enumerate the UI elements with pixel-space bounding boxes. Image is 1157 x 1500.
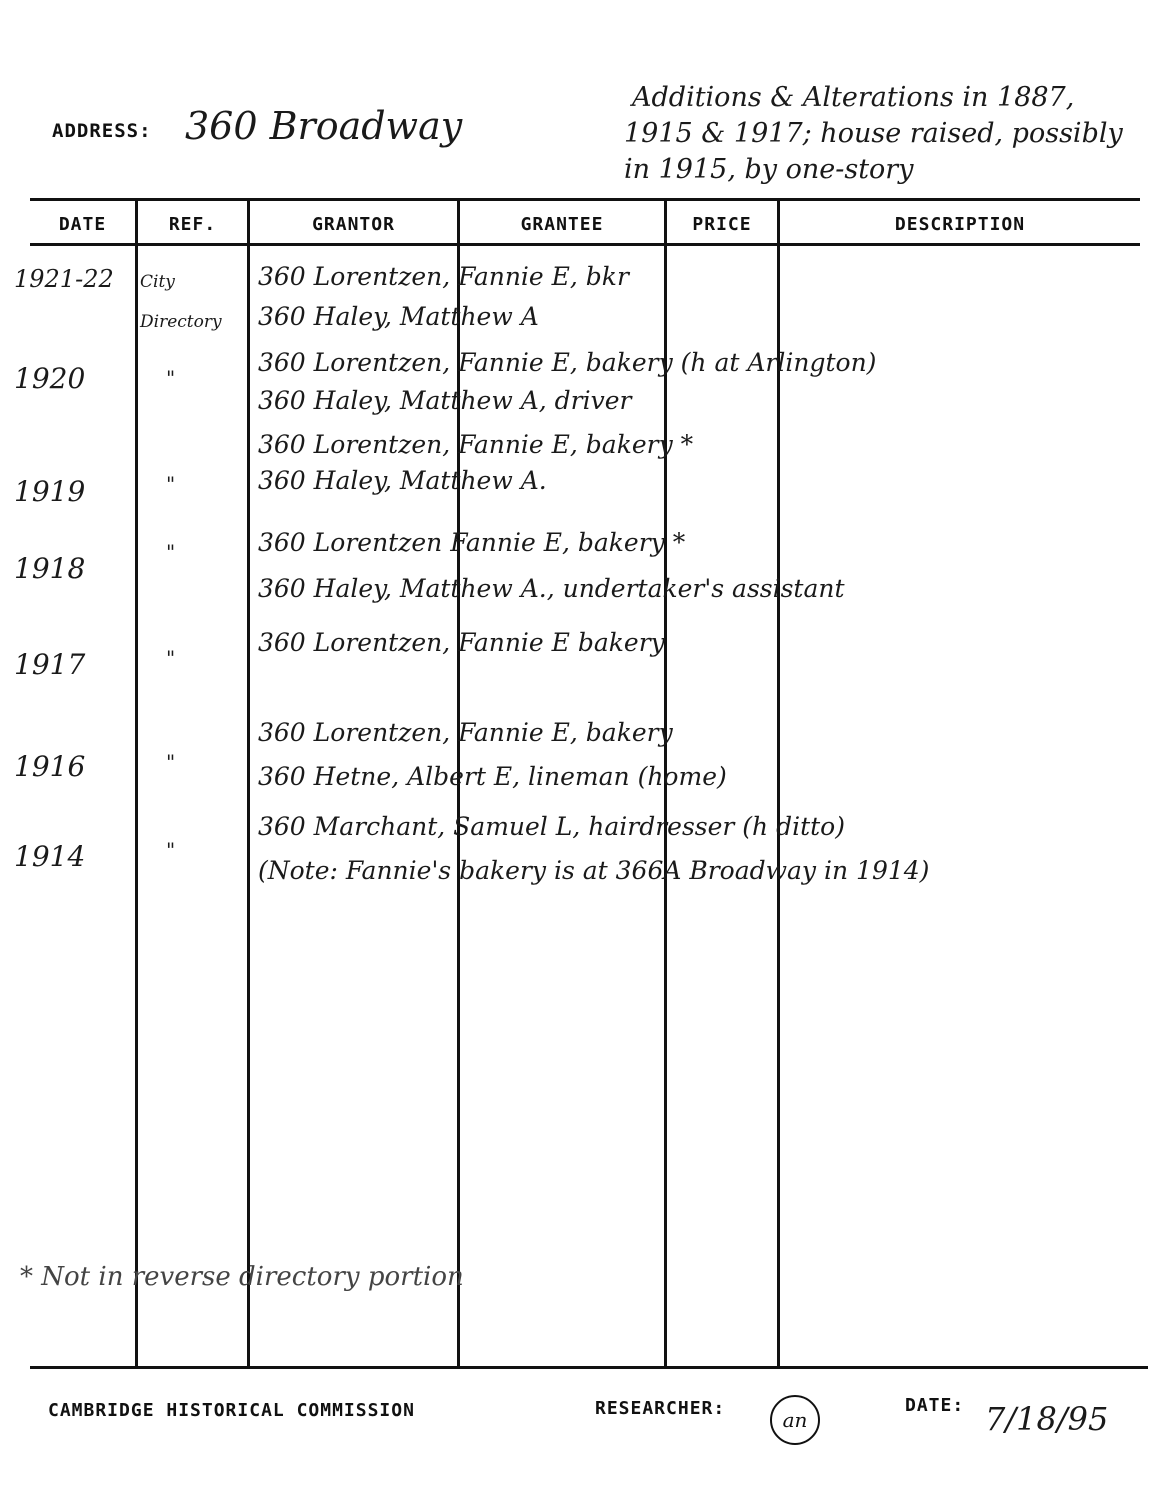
header-note-line-1: Additions & Alterations in 1887, [632, 82, 1075, 113]
entry-line: 360 Lorentzen, Fannie E, bkr [258, 262, 629, 291]
entry-ref: " [166, 540, 176, 564]
header-note-line-3: in 1915, by one-story [624, 154, 914, 185]
researcher-initials: an [770, 1395, 820, 1445]
column-divider-1 [135, 198, 138, 1366]
entry-date: 1914 [14, 840, 86, 873]
date-value: 7/18/95 [985, 1400, 1109, 1438]
entry-date: 1919 [14, 475, 86, 508]
entry-line: 360 Marchant, Samuel L, hairdresser (h ditto) [258, 812, 845, 841]
entry-line: 360 Lorentzen, Fannie E bakery [258, 628, 665, 657]
table-top-rule [30, 198, 1140, 201]
column-header-date: DATE [58, 213, 107, 235]
column-header-grantee: GRANTEE [520, 213, 604, 235]
entry-line: 360 Lorentzen, Fannie E, bakery (h at Arlington) [258, 348, 877, 377]
header-bottom-rule [30, 243, 1140, 246]
entry-ref: " [166, 750, 176, 774]
entry-line: 360 Lorentzen, Fannie E, bakery * [258, 430, 694, 459]
entry-date: 1921-22 [14, 265, 114, 293]
date-label: DATE: [905, 1395, 965, 1416]
entry-line: 360 Lorentzen Fannie E, bakery * [258, 528, 686, 557]
footnote: * Not in reverse directory portion [20, 1262, 464, 1292]
address-label: ADDRESS: [52, 120, 152, 142]
entry-date: 1916 [14, 750, 86, 783]
header-note-line-2: 1915 & 1917; house raised, possibly [624, 118, 1123, 149]
address-value: 360 Broadway [185, 104, 463, 148]
entry-date: 1918 [14, 552, 86, 585]
researcher-label: RESEARCHER: [595, 1398, 726, 1419]
commission-name: CAMBRIDGE HISTORICAL COMMISSION [48, 1400, 415, 1421]
column-header-ref: REF. [168, 213, 217, 235]
entry-line: 360 Haley, Matthew A. [258, 466, 547, 495]
entry-date: 1917 [14, 648, 86, 681]
entry-ref: " [166, 472, 176, 496]
column-header-grantor: GRANTOR [312, 213, 395, 235]
column-header-price: PRICE [692, 213, 752, 235]
entry-line: 360 Haley, Matthew A [258, 302, 539, 331]
entry-line: 360 Haley, Matthew A, driver [258, 386, 632, 415]
entry-line: 360 Haley, Matthew A., undertaker's assistant [258, 574, 845, 603]
entry-ref: City Directory [140, 272, 222, 332]
entry-line: 360 Hetne, Albert E, lineman (home) [258, 762, 727, 791]
table-bottom-rule [30, 1366, 1148, 1369]
entry-ref: " [166, 646, 176, 670]
entry-line: 360 Lorentzen, Fannie E, bakery [258, 718, 673, 747]
column-header-description: DESCRIPTION [894, 213, 1026, 235]
entry-date: 1920 [14, 362, 86, 395]
entry-line: (Note: Fannie's bakery is at 366A Broadway in 1914) [258, 856, 930, 885]
column-divider-2 [247, 198, 250, 1366]
entry-ref: " [166, 366, 176, 390]
entry-ref: " [166, 838, 176, 862]
